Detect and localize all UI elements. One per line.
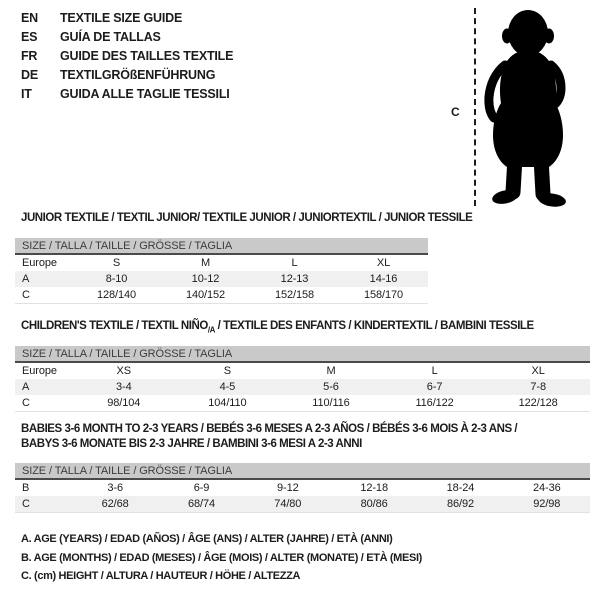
table-body — [15, 480, 590, 512]
table-cell: 92/98 — [533, 498, 561, 510]
row-label: C — [22, 498, 30, 510]
table-cell: 7-8 — [530, 381, 546, 393]
table-cell: XS — [116, 365, 132, 377]
table-cell: 8-10 — [105, 273, 128, 285]
table-cell: 128/140 — [96, 289, 137, 301]
table-row — [15, 480, 590, 496]
table-row — [15, 379, 590, 395]
table-cell: 122/128 — [518, 397, 558, 409]
table-cell: 18-24 — [446, 482, 475, 494]
table-cell: S — [112, 257, 121, 269]
table-cell: 62/68 — [101, 498, 129, 510]
size-header-bar — [15, 463, 590, 480]
table-cell: 104/110 — [208, 397, 247, 409]
height-measure-dashed-line — [474, 8, 476, 206]
language-guide-title: GUÍA DE TALLAS — [60, 29, 161, 44]
language-code: IT — [21, 87, 32, 102]
footnote: A. AGE (YEARS) / EDAD (AÑOS) / ÂGE (ANS) / ALTER (JAHRE) / ETÀ (ANNI) — [21, 533, 393, 545]
table-row — [15, 395, 590, 411]
table-cell: 3-4 — [115, 381, 132, 393]
table-cell: 98/104 — [107, 397, 141, 409]
table-cell: 12-18 — [360, 482, 388, 494]
section-title-junior — [21, 211, 472, 226]
table-row — [15, 496, 590, 512]
table-cell: 110/116 — [312, 397, 350, 409]
size-header-label: SIZE / TALLA / TAILLE / GRÖSSE / TAGLIA — [22, 239, 233, 252]
size-header-bar — [15, 238, 428, 255]
table-cell: 4-5 — [219, 381, 236, 393]
footnote: B. AGE (MONTHS) / EDAD (MESES) / ÂGE (MOIS) / ALTER (MONATE) / ETÀ (MESI) — [21, 551, 422, 564]
table-cell: 14-16 — [369, 273, 398, 285]
language-title-list — [21, 8, 233, 104]
language-code: FR — [21, 48, 38, 63]
size-header-label: SIZE / TALLA / TAILLE / GRÖSSE / TAGLIA — [22, 464, 233, 477]
table-cell: 152/158 — [274, 289, 315, 301]
language-code: EN — [21, 10, 38, 25]
table-cell: S — [223, 365, 232, 377]
table-cell: 24-36 — [532, 482, 561, 494]
table-cell: 116/122 — [415, 397, 454, 409]
language-code: DE — [21, 68, 38, 83]
language-row — [21, 27, 233, 46]
baby-silhouette-icon — [482, 8, 573, 208]
language-guide-title: GUIDE DES TAILLES TEXTILE — [60, 48, 234, 63]
table-cell: 6-9 — [193, 482, 210, 494]
row-label: B — [22, 482, 30, 494]
table-cell: 74/80 — [274, 498, 302, 510]
footnotes — [21, 533, 422, 589]
table-cell: L — [291, 257, 298, 269]
section-title-line: CHILDREN'S TEXTILE / TEXTIL $NIÑO_{/A}$ / TEXTILE DES ENFANTS / KINDERTEXTIL / BAMBINI TESSILE — [21, 320, 534, 335]
section-title-line: JUNIOR TEXTILE / TEXTIL JUNIOR/ TEXTILE JUNIOR / JUNIORTEXTIL / JUNIOR TESSILE — [21, 212, 473, 224]
row-label: A — [22, 273, 30, 285]
table-row — [15, 287, 428, 303]
language-guide-title: TEXTILE SIZE GUIDE — [60, 10, 183, 25]
language-guide-title: TEXTILGRÖßENFÜHRUNG — [60, 68, 216, 83]
section-title-line: BABYS 3-6 MONATE BIS 2-3 JAHRE / BAMBINI 3-6 MESI A 2-3 ANNI — [21, 438, 362, 450]
size-header-bar — [15, 346, 590, 363]
babies-size-table — [15, 463, 590, 513]
table-row — [15, 255, 428, 271]
table-cell: M — [200, 257, 211, 269]
language-row — [21, 66, 233, 85]
section-title-babies — [21, 422, 517, 452]
table-cell: XL — [531, 365, 545, 377]
junior-size-table — [15, 238, 428, 304]
table-cell: 6-7 — [426, 381, 443, 393]
table-cell: 158/170 — [363, 289, 404, 301]
row-label: Europe — [22, 257, 57, 269]
section-title-line: BABIES 3-6 MONTH TO 2-3 YEARS / BEBÉS 3-6 MESES A 2-3 AÑOS / BÉBÉS 3-6 MOIS À 2-3 ANS / — [21, 423, 518, 435]
language-code: ES — [21, 29, 38, 44]
table-cell: 80/86 — [360, 498, 388, 510]
size-header-label: SIZE / TALLA / TAILLE / GRÖSSE / TAGLIA — [22, 347, 233, 360]
table-cell: 5-6 — [323, 381, 339, 393]
table-cell: 10-12 — [191, 273, 220, 285]
language-row — [21, 8, 233, 27]
table-cell: L — [431, 365, 438, 377]
footnote: C. (cm) HEIGHT / ALTURA / HAUTEUR / HÖHE / ALTEZZA — [21, 570, 301, 583]
table-cell: 3-6 — [107, 482, 123, 494]
table-body — [15, 255, 428, 303]
table-body — [15, 363, 590, 411]
row-label: A — [22, 381, 30, 393]
height-measure-label: C — [451, 105, 460, 119]
table-cell: 12-13 — [280, 273, 309, 285]
table-cell: 140/152 — [185, 289, 226, 301]
table-cell: 9-12 — [277, 482, 299, 494]
row-label: C — [22, 289, 30, 301]
table-cell: 68/74 — [187, 498, 215, 510]
language-row — [21, 46, 233, 65]
table-row — [15, 363, 590, 379]
row-label: C — [22, 397, 30, 409]
table-cell: XL — [376, 257, 391, 269]
children-size-table — [15, 346, 590, 412]
section-title-children — [21, 319, 534, 337]
row-label: Europe — [22, 365, 57, 377]
table-row — [15, 271, 428, 287]
language-guide-title: GUIDA ALLE TAGLIE TESSILI — [60, 87, 230, 102]
table-cell: 86/92 — [446, 498, 474, 510]
table-cell: M — [326, 365, 336, 377]
language-row — [21, 85, 233, 104]
